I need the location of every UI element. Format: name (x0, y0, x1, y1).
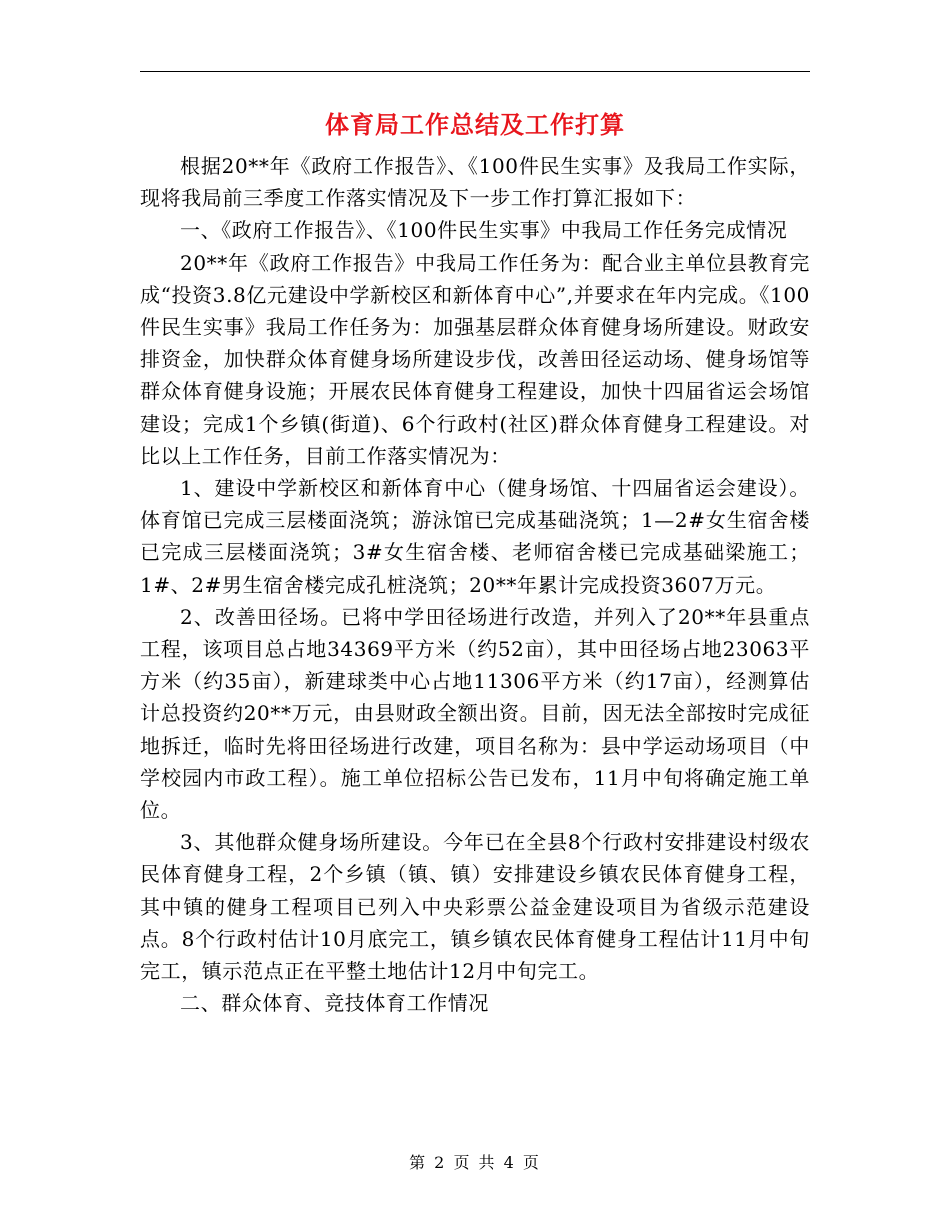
header-rule (140, 71, 810, 72)
document-title: 体育局工作总结及工作打算 (325, 110, 625, 139)
item-3-paragraph: 3、其他群众健身场所建设。今年已在全县8个行政村安排建设村级农民体育健身工程，2个乡镇（镇、镇）安排建设乡镇农民体育健身工程，其中镇的健身工程项目已列入中央彩票公益金建设项目为省级示范建设点。8个行政村估计10月底完工，镇乡镇农民体育健身工程估计11月中旬完工，镇示范点正在平整土地估计12月中旬完工。 (140, 830, 810, 984)
item-2-paragraph: 2、改善田径场。已将中学田径场进行改造，并列入了20**年县重点工程，该项目总占地34369平方米（约52亩），其中田径场占地23063平方米（约35亩），新建球类中心占地11306平方米（约17亩），经测算估计总投资约20**万元，由县财政全额出资。目前，因无法全部按时完成征地拆迁，临时先将田径场进行改建，项目名称为：县中学运动场项目（中学校园内市政工程）。施工单位招标公告已发布，11月中旬将确定施工单位。 (140, 604, 810, 823)
intro-paragraph: 根据20**年《政府工作报告》、《100件民生实事》及我局工作实际，现将我局前三季度工作落实情况及下一步工作打算汇报如下： (140, 154, 810, 211)
section-heading-1: 一、《政府工作报告》、《100件民生实事》中我局工作任务完成情况 (180, 218, 788, 243)
section-heading-2: 二、群众体育、竞技体育工作情况 (180, 991, 489, 1016)
page-number-footer: 第 2 页 共 4 页 (409, 1153, 541, 1172)
task-paragraph: 20**年《政府工作报告》中我局工作任务为：配合业主单位县教育完成“投资3.8亿元建设中学新校区和新体育中心”,并要求在年内完成。《100件民生实事》我局工作任务为：加强基层群众体育健身场所建设。财政安排资金，加快群众体育健身场所建设步伐，改善田径运动场、健身场馆等群众体育健身设施；开展农民体育健身工程建设，加快十四届省运会场馆建设；完成1个乡镇(街道)、6个行政村(社区)群众体育健身工程建设。对比以上工作任务，目前工作落实情况为： (140, 250, 810, 468)
item-1-paragraph: 1、建设中学新校区和新体育中心（健身场馆、十四届省运会建设）。体育馆已完成三层楼面浇筑；游泳馆已完成基础浇筑；1—2#女生宿舍楼已完成三层楼面浇筑；3#女生宿舍楼、老师宿舍楼已完成基础梁施工；1#、2#男生宿舍楼完成孔桩浇筑；20**年累计完成投资3607万元。 (140, 476, 810, 597)
document-body (140, 150, 810, 1019)
